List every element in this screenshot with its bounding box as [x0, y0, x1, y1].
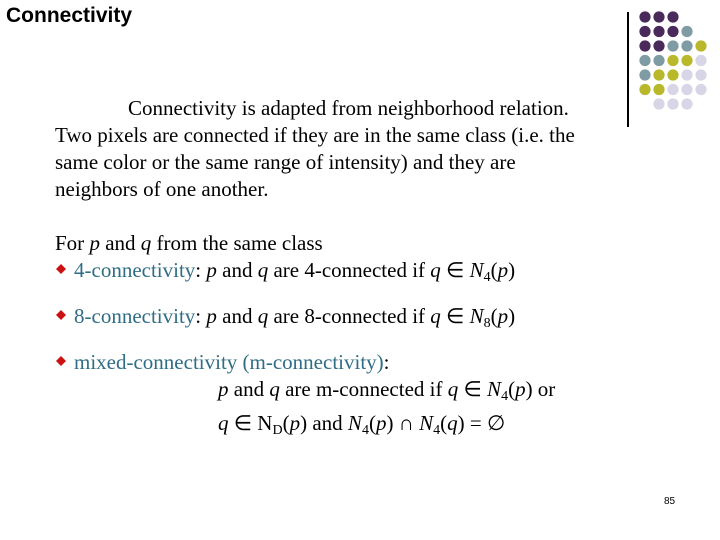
list-item-4-connectivity: 4-connectivity: p and q are 4-connected if q ∈ $N_4(p)$ — [55, 257, 675, 291]
decorative-dot — [681, 98, 692, 109]
term-4-connectivity: 4-connectivity — [74, 258, 196, 282]
intro-line-2: Two pixels are connected if they are in the same class (i.e. the — [55, 123, 575, 147]
decorative-dot — [681, 26, 692, 37]
decorative-dot — [653, 40, 664, 51]
decorative-dot — [667, 69, 678, 80]
decorative-dot — [681, 69, 692, 80]
connectivity-section — [55, 230, 675, 444]
decorative-dot — [695, 40, 706, 51]
decorative-dot — [653, 69, 664, 80]
decorative-dot — [639, 69, 650, 80]
decorative-dot — [653, 11, 664, 22]
decorative-dot — [639, 11, 650, 22]
term-8-connectivity: 8-connectivity — [74, 304, 196, 328]
decorative-dot — [639, 26, 650, 37]
slide-title: Connectivity — [6, 4, 133, 27]
decorative-dot — [653, 84, 664, 95]
term-m-connectivity: mixed-connectivity (m-connectivity) — [74, 350, 384, 374]
diamond-bullet-icon — [55, 309, 67, 321]
decorative-dot — [639, 40, 650, 51]
decorative-dot — [653, 55, 664, 66]
list-item-8-connectivity: 8-connectivity: p and q are 8-connected if q ∈ $N_8(p)$ — [55, 303, 675, 337]
decorative-dot — [667, 55, 678, 66]
intro-paragraph — [55, 95, 675, 203]
m-connectivity-definition-line-2: q ∈ $N_D(p)$ and $N_4(p)$ ∩ $N_4(q)$ = ∅ — [218, 411, 506, 438]
decorative-dot — [667, 11, 678, 22]
decorative-dot — [667, 26, 678, 37]
decorative-dot — [695, 69, 706, 80]
diamond-bullet-icon — [55, 263, 67, 275]
decorative-dot — [681, 55, 692, 66]
decorative-dot — [667, 40, 678, 51]
intro-line-4: neighbors of one another. — [55, 177, 269, 201]
slide-body — [55, 95, 675, 444]
decorative-dot — [653, 26, 664, 37]
decorative-dot — [667, 84, 678, 95]
page-number: 85 — [664, 496, 676, 507]
decorative-dot — [681, 84, 692, 95]
section-lead: For p and q from the same class — [55, 231, 323, 255]
decorative-dot — [639, 55, 650, 66]
decorative-dot — [639, 84, 650, 95]
decorative-dot — [681, 40, 692, 51]
decorative-dot — [695, 55, 706, 66]
intro-line-3: same color or the same range of intensity) and they are — [55, 150, 516, 174]
list-item-m-connectivity: mixed-connectivity (m-connectivity): — [55, 349, 675, 376]
intro-line-1: Connectivity is adapted from neighborhood relation. — [128, 96, 569, 120]
decorative-dot — [695, 84, 706, 95]
m-connectivity-definition-line-1: p and q are m-connected if q ∈ $N_4(p)$ or — [218, 377, 556, 404]
diamond-bullet-icon — [55, 355, 67, 367]
